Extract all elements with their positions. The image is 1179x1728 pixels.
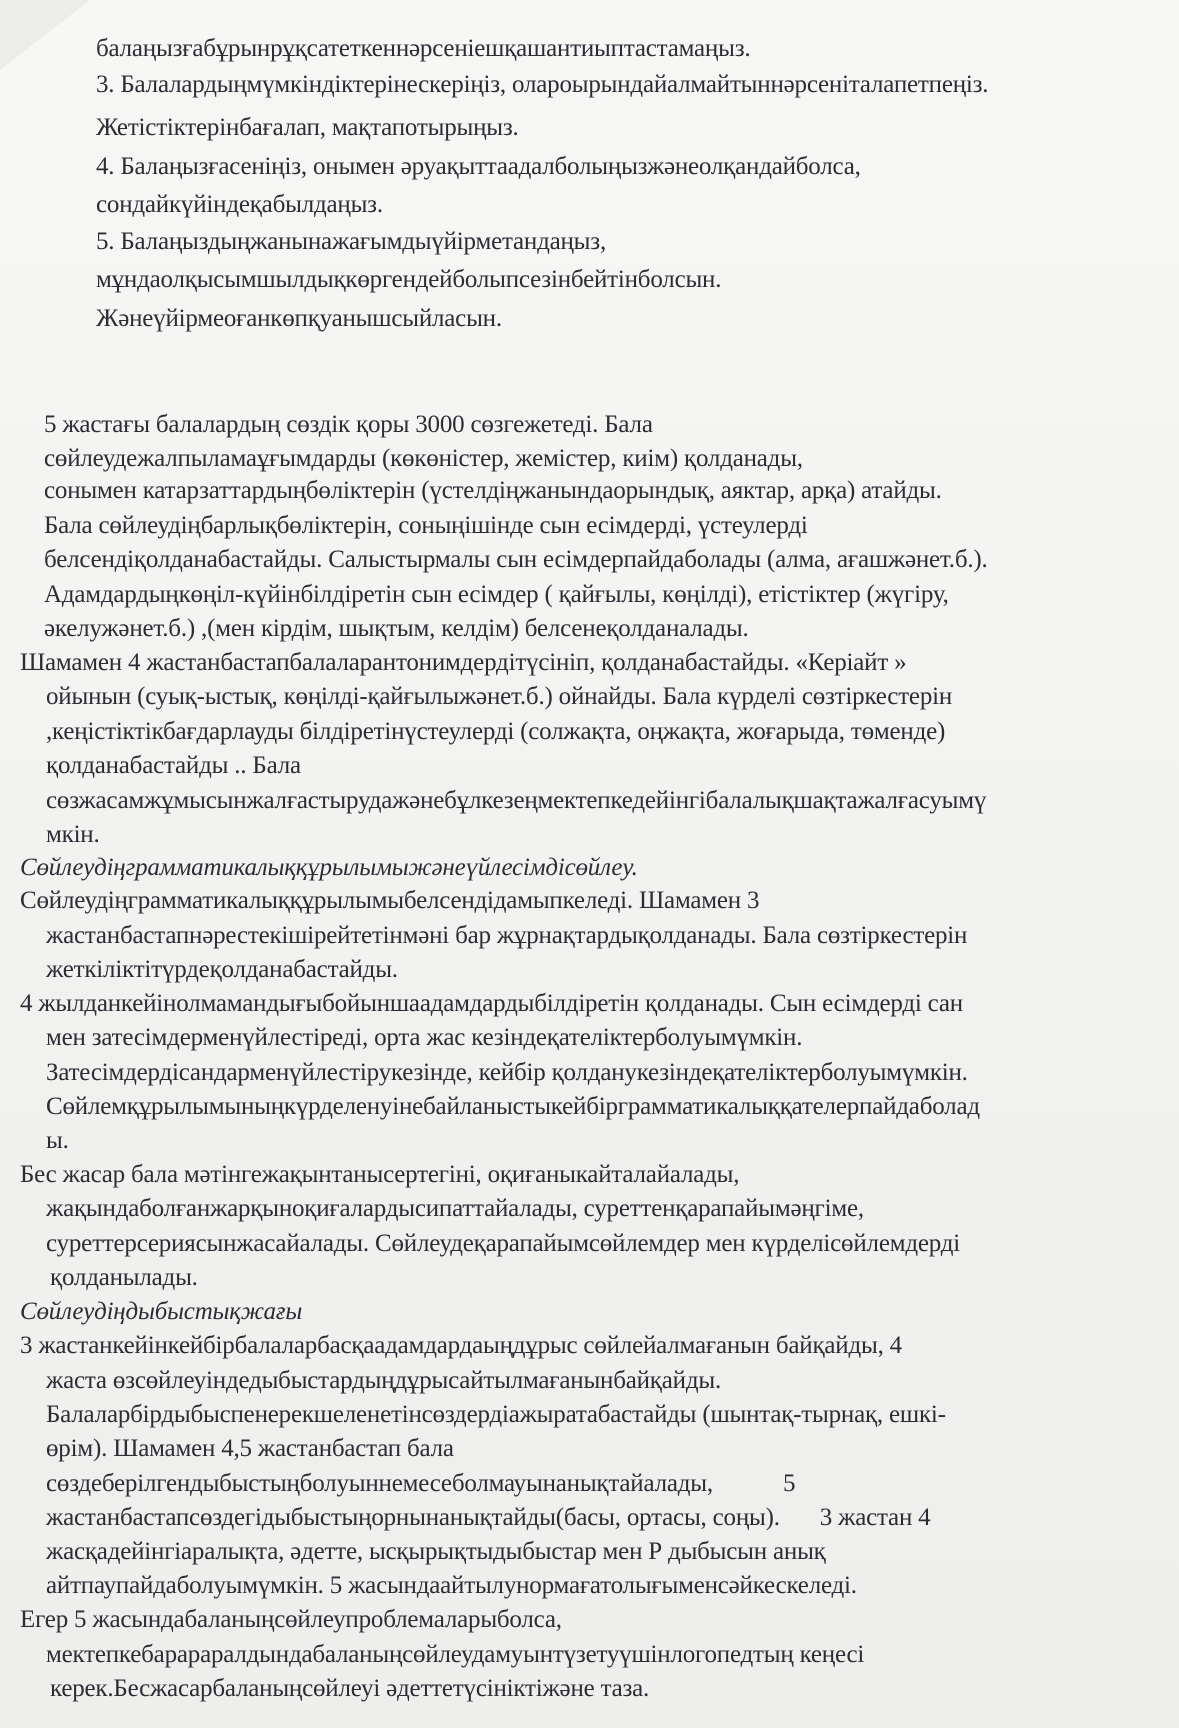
- p6-line-3: Балаларбірдыбыспенерекшеленетінсөздердіажыратабастайды (шынтақ-тырнақ, ешкі-: [46, 1401, 946, 1428]
- p6-line-1: 3 жастанкейінкейбірбалаларбасқаадамдардаыңдұрыс сөйлейалмағанын байқайды, 4: [20, 1332, 902, 1359]
- tips-line-8: Жәнеүйірмеоғанкөпқуанышсыйласын.: [96, 305, 502, 332]
- p1-line-4: Бала сөйлеудіңбарлықбөліктерін, соныңішінде сын есімдерді, үстеулерді: [44, 512, 808, 539]
- p7-line-3: керек.Бесжасарбаланыңсөйлеуі әдеттетүсініктіжәне таза.: [50, 1675, 650, 1702]
- p3-line-2: жастанбастапнәрестекішірейтетінмәні бар жұрнақтардықолданады. Бала сөзтіркестерін: [46, 922, 968, 949]
- p4-line-4: Сөйлемқұрылымыныңкүрделенуінебайланыстыкейбірграмматикалыққателерпайдаболад: [46, 1093, 980, 1120]
- p6-line-5-number: 5: [782, 1470, 796, 1497]
- p4-line-3: Затесімдердісандарменүйлестірукезінде, кейбір қолданукезіндеқателіктерболуымүмкін.: [46, 1059, 968, 1086]
- p6-line-4: өрім). Шамамен 4,5 жастанбастап бала: [46, 1435, 454, 1462]
- p6-line-5: [46, 1469, 795, 1499]
- p5-line-3: суреттерсериясынжасайалады. Сөйлеудеқарапайымсөйлемдер мен күрделісөйлемдерді: [46, 1230, 960, 1257]
- tips-line-3: Жетістіктерінбағалап, мақтапотырыңыз.: [96, 114, 519, 141]
- p2-line-4: қолданабастайды .. Бала: [46, 752, 301, 779]
- p5-line-1: Бес жасар бала мәтінгежақынтанысертегіні, оқиғаныкайталайалады,: [20, 1161, 740, 1188]
- p6-line-8: айтпаупайдаболуымүмкін. 5 жасындаайтылунормағатолығыменсәйкескеледі.: [46, 1572, 857, 1599]
- section-heading-phonetics: Сөйлеудіңдыбыстықжағы: [20, 1298, 303, 1325]
- p4-line-5: ы.: [46, 1127, 69, 1154]
- p6-line-2: жаста өзсөйлеуіндедыбыстардыңдұрысайтылмағанынбайқайды.: [46, 1367, 721, 1394]
- p6-line-6-text: жастанбастапсөздегідыбыстыңорнынанықтайды(басы, ортасы, соңы).: [46, 1504, 780, 1531]
- p2-line-1: Шамамен 4 жастанбастапбалаларантонимдердітүсініп, қолданабастайды. «Керіайт »: [20, 649, 907, 676]
- tips-line-7: мұндаолқысымшылдықкөргендейболыпсезінбейтінболсын.: [96, 266, 722, 293]
- p4-line-1: 4 жылданкейінолмамандығыбойыншаадамдардыбілдіретін қолданады. Сын есімдерді сан: [20, 990, 963, 1017]
- p7-line-2: мектепкебарараралдындабаланыңсөйлеудамуынтүзетуүшінлогопедтың кеңесі: [46, 1641, 865, 1668]
- p2-line-5: сөзжасамжұмысынжалғастырудажәнебұлкезеңмектепкедейінгібалалықшақтажалғасуымү: [46, 787, 987, 814]
- p3-line-1: Сөйлеудіңграмматикалыққұрылымыбелсендідамыпкеледі. Шамамен 3: [20, 887, 760, 914]
- p7-line-1: Егер 5 жасындабаланыңсөйлеупроблемаларыболса,: [20, 1606, 562, 1633]
- tips-line-5: сондайкүйіндеқабылдаңыз.: [96, 191, 383, 218]
- p6-line-7: жасқадейінгіаралықта, әдетте, ысқырықтыдыбыстар мен Р дыбысын анық: [46, 1538, 826, 1565]
- p6-line-6: [46, 1503, 930, 1533]
- p1-line-5: белсендіқолданабастайды. Салыстырмалы сын есімдерпайдаболады (алма, ағашжәнет.б.).: [44, 546, 988, 573]
- p1-line-3: сонымен катарзаттардыңбөліктерін (үстелдіңжанындаорындық, аяктар, арқа) атайды.: [44, 477, 942, 504]
- p3-line-3: жеткіліктітүрдеқолданабастайды.: [46, 956, 398, 983]
- p1-line-1: 5 жастағы балалардың сөздік қоры 3000 сөзгежетеді. Бала: [44, 411, 653, 438]
- p1-line-6: Адамдардыңкөңіл-күйінбілдіретін сын есімдер ( қайғылы, көңілді), етістіктер (жүгіру,: [44, 581, 949, 608]
- tips-line-6: 5. Балаңыздыңжанынажағымдыүйірметандаңыз,: [96, 228, 607, 255]
- tips-line-1: балаңызғабұрынрұқсатеткеннәрсеніешқашантиыптастамаңыз.: [96, 35, 751, 62]
- p5-line-2: жақындаболғанжарқыноқиғалардысипаттайалады, суреттенқарапайымәңгіме,: [46, 1195, 864, 1222]
- tips-line-4: 4. Балаңызғасеніңіз, онымен әруақыттаадалболыңызжәнеолқандайболса,: [96, 153, 861, 180]
- p1-line-2: сөйлеудежалпыламаұғымдарды (көкөністер, жемістер, киім) қолданады,: [44, 445, 803, 472]
- p2-line-6: мкін.: [46, 821, 100, 848]
- p1-line-7: әкелужәнет.б.) ,(мен кірдім, шықтым, келдім) белсенеқолданалады.: [44, 615, 749, 642]
- p5-line-4: қолданылады.: [50, 1264, 198, 1291]
- p4-line-2: мен затесімдерменүйлестіреді, орта жас кезіндеқателіктерболуымүмкін.: [46, 1024, 803, 1051]
- tips-line-2: 3. Балалардыңмүмкіндіктерінескеріңіз, олароырындайалмайтыннәрсеніталапетпеңіз.: [96, 71, 989, 98]
- page-fold-shadow: [0, 0, 90, 70]
- p6-line-6-tail: 3 жастан 4: [819, 1504, 931, 1531]
- p2-line-2: ойынын (суық-ыстық, көңілді-қайғылыжәнет.б.) ойнайды. Бала күрделі сөзтіркестерін: [46, 683, 953, 710]
- section-heading-grammar: Сөйлеудіңграмматикалыққұрылымыжәнеүйлесімдісөйлеу.: [20, 854, 638, 881]
- p2-line-3: ,кеңістіктікбағдарлауды білдіретінүстеулерді (солжақта, оңжақта, жоғарыда, төменде): [46, 718, 946, 745]
- p6-line-5-text: сөздеберілгендыбыстыңболуыннемесеболмауынанықтайалады,: [46, 1470, 713, 1497]
